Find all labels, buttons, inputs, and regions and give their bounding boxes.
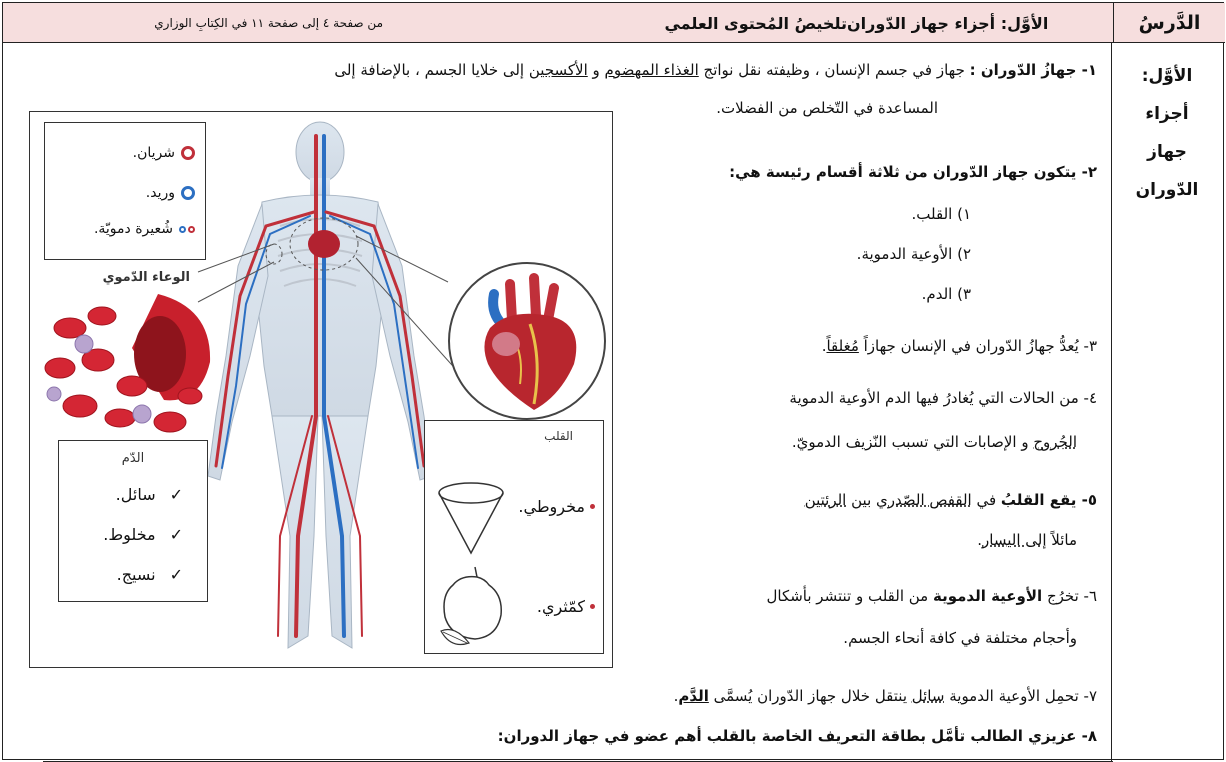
point-6-line-1 bbox=[766, 587, 1097, 605]
point-1-oxygen: الأكسجين bbox=[528, 61, 588, 79]
point-1-line-2: المساعدة في التّخلص من الفضلات. bbox=[716, 99, 938, 117]
blood-cells-illustration bbox=[40, 288, 220, 436]
point-5-in: في bbox=[971, 491, 1001, 509]
summary-title: تلخيصُ المُحتوى العلمي bbox=[664, 13, 847, 33]
pear-shape-icon bbox=[431, 561, 511, 651]
point-3 bbox=[822, 337, 1097, 355]
circulatory-figure bbox=[29, 111, 613, 668]
side-line: أجزاء bbox=[1145, 104, 1189, 124]
point-5-line-1 bbox=[805, 491, 1097, 509]
check-icon: ✓ bbox=[169, 525, 183, 544]
lesson-label: الدَّرسُ bbox=[1113, 3, 1225, 43]
point-3-end: . bbox=[821, 337, 827, 355]
point-3-text: ٣- يُعدُّ جهازُ الدّوران في الإنسان جهازاً bbox=[858, 337, 1097, 355]
side-line: الأوَّل: bbox=[1141, 66, 1193, 86]
vessel-legend bbox=[44, 122, 206, 260]
pages-note: من صفحة ٤ إلى صفحة ١١ في الكِتابِ الوزاري bbox=[154, 16, 383, 30]
side-column bbox=[1111, 43, 1223, 761]
heart-shape-item bbox=[537, 597, 595, 616]
legend-capillary-label: شُعيرة دمويّة. bbox=[93, 221, 173, 237]
point-5-between: بين bbox=[846, 491, 877, 509]
blood-box-title: الدّم bbox=[121, 451, 145, 466]
legend-artery bbox=[133, 145, 195, 161]
cone-shape-icon bbox=[433, 477, 509, 557]
side-lesson-name bbox=[1111, 57, 1223, 209]
point-8-heading: ٨- عزيزي الطالب تأمَّل بطاقة التعريف الخاصة بالقلب أهم عضو في جهاز الدوران: bbox=[497, 727, 1097, 745]
header-bar bbox=[3, 3, 1225, 43]
point-1-food: الغذاء المهضوم bbox=[604, 61, 699, 79]
heart-zoom-circle bbox=[448, 262, 606, 420]
point-7-end: . bbox=[673, 687, 679, 705]
point-5-chest: القفص الصّدري bbox=[876, 491, 972, 509]
blood-properties-box bbox=[58, 440, 208, 602]
point-4-wounds: الجُروح bbox=[1033, 433, 1077, 451]
side-line: جهاز bbox=[1147, 142, 1187, 162]
point-1-and: و bbox=[587, 61, 605, 79]
check-icon: ✓ bbox=[169, 485, 183, 504]
point-2-item: ١) القلب. bbox=[911, 205, 971, 223]
point-2-item: ٣) الدم. bbox=[921, 285, 971, 303]
point-1-num: ١- bbox=[1076, 61, 1097, 79]
blood-property-label: نسيج. bbox=[116, 565, 156, 584]
blood-property bbox=[103, 525, 183, 544]
lesson-frame bbox=[2, 2, 1224, 760]
point-1-term: جهازُ الدّوران : bbox=[969, 61, 1077, 79]
point-4-text: و الإصابات التي تسبب النّزيف الدمويّ. bbox=[791, 433, 1034, 451]
legend-capillary bbox=[94, 221, 195, 237]
lesson-title: الأوَّل: أجزاء جهاز الدّوران bbox=[847, 13, 1049, 33]
heart-illustration bbox=[450, 264, 606, 420]
check-icon: ✓ bbox=[169, 565, 183, 584]
point-7-liquid: سائل bbox=[911, 687, 945, 705]
point-5-lungs: الرئتين bbox=[804, 491, 847, 509]
vein-ring-icon bbox=[181, 186, 195, 200]
point-7 bbox=[674, 687, 1097, 705]
point-4-line-1: ٤- من الحالات التي يُغادرُ فيها الدم الأوعية الدموية bbox=[789, 389, 1097, 407]
capillary-dots-icon bbox=[179, 226, 195, 233]
point-4-line-2 bbox=[792, 433, 1077, 451]
blood-property bbox=[116, 485, 183, 504]
point-1-line-1 bbox=[334, 61, 1097, 79]
point-5-end: . bbox=[977, 531, 983, 549]
legend-artery-label: شريان. bbox=[132, 145, 175, 161]
point-5-tilted: مائلاً bbox=[1046, 531, 1077, 549]
point-2-item: ٢) الأوعية الدموية. bbox=[856, 245, 971, 263]
point-1-text-end: إلى خلايا الجسم ، بالإضافة إلى bbox=[334, 61, 529, 79]
legend-vein-label: وريد. bbox=[145, 185, 175, 201]
bullet-icon bbox=[590, 504, 595, 509]
point-3-closed: مُغلقاً bbox=[826, 337, 859, 355]
point-5-term: القلبُ bbox=[1000, 491, 1045, 509]
heart-shape-box bbox=[424, 420, 604, 654]
heart-shape-item bbox=[518, 497, 595, 516]
legend-vein bbox=[146, 185, 195, 201]
blood-property bbox=[117, 565, 183, 584]
point-7-text-2: ينتقل خلال جهاز الدّوران يُسمَّى bbox=[708, 687, 912, 705]
point-7-blood: الدَّم bbox=[678, 687, 709, 705]
point-5-line-2 bbox=[977, 531, 1077, 549]
point-2-heading: ٢- يتكون جهاز الدّوران من ثلاثة أقسام رئيسة هي: bbox=[729, 163, 1097, 181]
point-6-num: ٦- تخرُج bbox=[1042, 587, 1097, 605]
blood-property-label: مخلوط. bbox=[103, 525, 156, 544]
heart-shape-label: كمّثري. bbox=[536, 597, 585, 616]
heart-box-title: القلب bbox=[544, 429, 573, 443]
heart-shape-label: مخروطي. bbox=[518, 497, 585, 516]
bullet-icon bbox=[590, 604, 595, 609]
blood-property-label: سائل. bbox=[115, 485, 156, 504]
point-6-text: من القلب و تنتشر بأشكال bbox=[766, 587, 933, 605]
point-5-left: إلى اليسار bbox=[982, 531, 1047, 549]
artery-ring-icon bbox=[181, 146, 195, 160]
point-5-num: ٥- يقع bbox=[1044, 491, 1097, 509]
vessel-label: الوعاء الدّموي bbox=[102, 270, 190, 285]
side-line: الدّوران bbox=[1135, 180, 1199, 200]
point-1-text: جهاز في جسم الإنسان ، وظيفته نقل نواتج bbox=[698, 61, 970, 79]
point-7-text: ٧- تحمِل الأوعية الدموية bbox=[944, 687, 1097, 705]
point-6-line-2: وأحجام مختلفة في كافة أنحاء الجسم. bbox=[843, 629, 1077, 647]
point-6-term: الأوعية الدموية bbox=[932, 587, 1043, 605]
